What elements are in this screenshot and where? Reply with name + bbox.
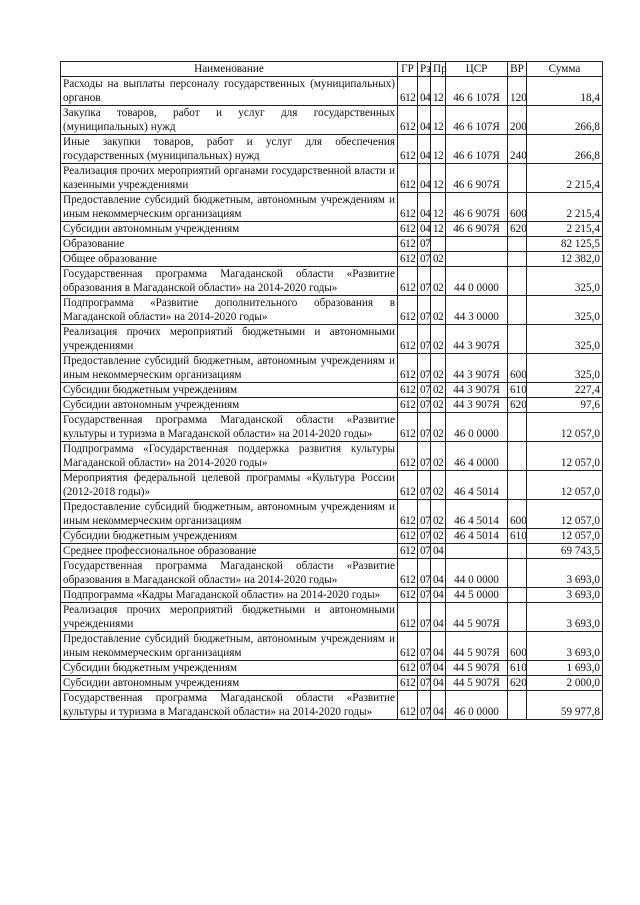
cell-vr: 610 bbox=[508, 383, 527, 398]
cell-gr: 612 bbox=[398, 691, 418, 720]
table-row bbox=[61, 106, 603, 135]
cell-gr: 612 bbox=[398, 135, 418, 164]
cell-rz: 04 bbox=[418, 77, 431, 106]
cell-csr: 46 6 907Я bbox=[446, 164, 508, 193]
cell-pr: 12 bbox=[431, 164, 446, 193]
table-row bbox=[61, 500, 603, 529]
cell-csr: 46 0 0000 bbox=[446, 413, 508, 442]
cell-gr: 612 bbox=[398, 237, 418, 252]
table-row bbox=[61, 544, 603, 559]
cell-vr: 610 bbox=[508, 661, 527, 676]
cell-sum: 1 693,0 bbox=[527, 661, 603, 676]
cell-pr: 12 bbox=[431, 106, 446, 135]
cell-csr: 46 0 0000 bbox=[446, 691, 508, 720]
cell-vr: 620 bbox=[508, 676, 527, 691]
cell-pr: 04 bbox=[431, 603, 446, 632]
cell-rz: 07 bbox=[418, 252, 431, 267]
cell-gr: 612 bbox=[398, 559, 418, 588]
cell-csr: 46 6 907Я bbox=[446, 222, 508, 237]
cell-vr bbox=[508, 603, 527, 632]
cell-gr: 612 bbox=[398, 354, 418, 383]
cell-gr: 612 bbox=[398, 193, 418, 222]
cell-name: Субсидии автономным учреждениям bbox=[61, 222, 398, 237]
table-row bbox=[61, 164, 603, 193]
cell-name: Предоставление субсидий бюджетным, автономным учреждениям и иным некоммерческим организациям bbox=[61, 354, 398, 383]
header-sum: Сумма bbox=[527, 62, 603, 77]
header-name: Наименование bbox=[61, 62, 398, 77]
cell-vr bbox=[508, 588, 527, 603]
cell-sum: 97,6 bbox=[527, 398, 603, 413]
cell-name: Государственная программа Магаданской области «Развитие культуры и туризма в Магаданской области» на 2014-2020 годы» bbox=[61, 413, 398, 442]
cell-sum: 18,4 bbox=[527, 77, 603, 106]
cell-name: Субсидии бюджетным учреждениям bbox=[61, 529, 398, 544]
cell-vr bbox=[508, 164, 527, 193]
cell-gr: 612 bbox=[398, 383, 418, 398]
cell-csr: 44 3 907Я bbox=[446, 325, 508, 354]
cell-rz: 07 bbox=[418, 413, 431, 442]
cell-sum: 12 057,0 bbox=[527, 471, 603, 500]
cell-name: Субсидии бюджетным учреждениям bbox=[61, 383, 398, 398]
cell-pr: 02 bbox=[431, 325, 446, 354]
cell-rz: 07 bbox=[418, 559, 431, 588]
header-csr: ЦСР bbox=[446, 62, 508, 77]
table-row bbox=[61, 661, 603, 676]
cell-csr bbox=[446, 252, 508, 267]
cell-rz: 07 bbox=[418, 529, 431, 544]
cell-vr bbox=[508, 252, 527, 267]
table-row bbox=[61, 383, 603, 398]
cell-gr: 612 bbox=[398, 500, 418, 529]
cell-name: Государственная программа Магаданской области «Развитие культуры и туризма в Магаданской области» на 2014-2020 годы» bbox=[61, 691, 398, 720]
cell-sum: 2 000,0 bbox=[527, 676, 603, 691]
cell-vr: 600 bbox=[508, 632, 527, 661]
cell-pr: 04 bbox=[431, 676, 446, 691]
table-row bbox=[61, 267, 603, 296]
cell-sum: 3 693,0 bbox=[527, 588, 603, 603]
table-row bbox=[61, 442, 603, 471]
cell-rz: 04 bbox=[418, 193, 431, 222]
cell-csr: 46 4 5014 bbox=[446, 500, 508, 529]
table-body bbox=[61, 77, 603, 720]
cell-vr bbox=[508, 691, 527, 720]
budget-table bbox=[60, 61, 603, 720]
cell-pr: 04 bbox=[431, 588, 446, 603]
cell-gr: 612 bbox=[398, 222, 418, 237]
cell-csr bbox=[446, 544, 508, 559]
cell-sum: 325,0 bbox=[527, 296, 603, 325]
cell-vr bbox=[508, 237, 527, 252]
cell-pr: 02 bbox=[431, 267, 446, 296]
cell-pr: 12 bbox=[431, 77, 446, 106]
table-row bbox=[61, 193, 603, 222]
cell-rz: 07 bbox=[418, 383, 431, 398]
cell-name: Подпрограмма «Государственная поддержка развития культуры Магаданской области» на 2014-2020 годы» bbox=[61, 442, 398, 471]
cell-name: Государственная программа Магаданской области «Развитие образования в Магаданской области» на 2014-2020 годы» bbox=[61, 267, 398, 296]
table-row bbox=[61, 398, 603, 413]
cell-rz: 07 bbox=[418, 325, 431, 354]
cell-csr: 46 4 5014 bbox=[446, 471, 508, 500]
cell-sum: 227,4 bbox=[527, 383, 603, 398]
table-row bbox=[61, 252, 603, 267]
cell-name: Образование bbox=[61, 237, 398, 252]
cell-pr: 02 bbox=[431, 296, 446, 325]
cell-vr bbox=[508, 296, 527, 325]
cell-pr: 12 bbox=[431, 135, 446, 164]
cell-pr: 02 bbox=[431, 354, 446, 383]
cell-rz: 07 bbox=[418, 398, 431, 413]
cell-gr: 612 bbox=[398, 252, 418, 267]
cell-sum: 2 215,4 bbox=[527, 222, 603, 237]
cell-sum: 325,0 bbox=[527, 267, 603, 296]
cell-vr: 610 bbox=[508, 529, 527, 544]
cell-rz: 04 bbox=[418, 164, 431, 193]
cell-csr: 44 5 907Я bbox=[446, 603, 508, 632]
cell-pr: 02 bbox=[431, 471, 446, 500]
cell-vr bbox=[508, 325, 527, 354]
cell-rz: 07 bbox=[418, 676, 431, 691]
cell-pr: 02 bbox=[431, 529, 446, 544]
table-row bbox=[61, 632, 603, 661]
cell-csr: 44 0 0000 bbox=[446, 267, 508, 296]
cell-vr bbox=[508, 471, 527, 500]
cell-name: Общее образование bbox=[61, 252, 398, 267]
cell-csr: 44 5 907Я bbox=[446, 661, 508, 676]
table-row bbox=[61, 603, 603, 632]
cell-csr: 46 4 0000 bbox=[446, 442, 508, 471]
table-row bbox=[61, 296, 603, 325]
cell-vr bbox=[508, 413, 527, 442]
cell-name: Иные закупки товаров, работ и услуг для обеспечения государственных (муниципальных) нужд bbox=[61, 135, 398, 164]
cell-csr: 44 5 0000 bbox=[446, 588, 508, 603]
cell-name: Среднее профессиональное образование bbox=[61, 544, 398, 559]
cell-vr: 620 bbox=[508, 222, 527, 237]
cell-vr bbox=[508, 267, 527, 296]
cell-rz: 04 bbox=[418, 222, 431, 237]
cell-vr: 600 bbox=[508, 354, 527, 383]
cell-vr: 120 bbox=[508, 77, 527, 106]
cell-name: Мероприятия федеральной целевой программы «Культура России (2012-2018 годы)» bbox=[61, 471, 398, 500]
cell-csr bbox=[446, 237, 508, 252]
header-pr: Пр bbox=[431, 62, 446, 77]
cell-pr: 04 bbox=[431, 661, 446, 676]
cell-gr: 612 bbox=[398, 325, 418, 354]
cell-gr: 612 bbox=[398, 588, 418, 603]
cell-vr bbox=[508, 544, 527, 559]
cell-name: Реализация прочих мероприятий органами государственной власти и казенными учреждениями bbox=[61, 164, 398, 193]
cell-vr: 600 bbox=[508, 193, 527, 222]
cell-csr: 44 3 0000 bbox=[446, 296, 508, 325]
cell-pr: 02 bbox=[431, 383, 446, 398]
cell-rz: 07 bbox=[418, 544, 431, 559]
cell-pr: 04 bbox=[431, 632, 446, 661]
cell-gr: 612 bbox=[398, 603, 418, 632]
cell-csr: 44 3 907Я bbox=[446, 383, 508, 398]
cell-name: Подпрограмма «Развитие дополнительного образования в Магаданской области» на 2014-2020 годы» bbox=[61, 296, 398, 325]
table-row bbox=[61, 77, 603, 106]
cell-sum: 266,8 bbox=[527, 106, 603, 135]
cell-vr bbox=[508, 442, 527, 471]
table-row bbox=[61, 588, 603, 603]
cell-rz: 04 bbox=[418, 135, 431, 164]
cell-rz: 07 bbox=[418, 691, 431, 720]
cell-gr: 612 bbox=[398, 471, 418, 500]
table-row bbox=[61, 471, 603, 500]
cell-gr: 612 bbox=[398, 676, 418, 691]
table-row bbox=[61, 237, 603, 252]
header-vr: ВР bbox=[508, 62, 527, 77]
cell-sum: 69 743,5 bbox=[527, 544, 603, 559]
cell-rz: 04 bbox=[418, 106, 431, 135]
cell-gr: 612 bbox=[398, 398, 418, 413]
cell-name: Субсидии автономным учреждениям bbox=[61, 676, 398, 691]
cell-pr: 02 bbox=[431, 252, 446, 267]
cell-pr: 04 bbox=[431, 544, 446, 559]
cell-pr: 02 bbox=[431, 398, 446, 413]
cell-name: Предоставление субсидий бюджетным, автономным учреждениям и иным некоммерческим организациям bbox=[61, 193, 398, 222]
cell-vr: 200 bbox=[508, 106, 527, 135]
cell-pr: 12 bbox=[431, 193, 446, 222]
cell-sum: 3 693,0 bbox=[527, 559, 603, 588]
cell-pr bbox=[431, 237, 446, 252]
cell-gr: 612 bbox=[398, 661, 418, 676]
table-row bbox=[61, 559, 603, 588]
table-row bbox=[61, 691, 603, 720]
cell-sum: 59 977,8 bbox=[527, 691, 603, 720]
cell-name: Предоставление субсидий бюджетным, автономным учреждениям и иным некоммерческим организациям bbox=[61, 500, 398, 529]
cell-csr: 44 5 907Я bbox=[446, 676, 508, 691]
cell-csr: 46 6 107Я bbox=[446, 135, 508, 164]
cell-rz: 07 bbox=[418, 661, 431, 676]
cell-sum: 325,0 bbox=[527, 325, 603, 354]
cell-gr: 612 bbox=[398, 413, 418, 442]
table-header-row bbox=[61, 62, 603, 77]
cell-sum: 12 057,0 bbox=[527, 442, 603, 471]
cell-rz: 07 bbox=[418, 354, 431, 383]
cell-pr: 02 bbox=[431, 413, 446, 442]
cell-csr: 46 6 907Я bbox=[446, 193, 508, 222]
cell-csr: 44 3 907Я bbox=[446, 354, 508, 383]
cell-gr: 612 bbox=[398, 164, 418, 193]
cell-gr: 612 bbox=[398, 77, 418, 106]
cell-csr: 44 5 907Я bbox=[446, 632, 508, 661]
cell-sum: 12 057,0 bbox=[527, 413, 603, 442]
table-row bbox=[61, 676, 603, 691]
cell-pr: 04 bbox=[431, 691, 446, 720]
cell-rz: 07 bbox=[418, 632, 431, 661]
cell-gr: 612 bbox=[398, 106, 418, 135]
cell-csr: 46 4 5014 bbox=[446, 529, 508, 544]
table-row bbox=[61, 135, 603, 164]
table-row bbox=[61, 222, 603, 237]
table-row bbox=[61, 354, 603, 383]
cell-name: Субсидии бюджетным учреждениям bbox=[61, 661, 398, 676]
cell-rz: 07 bbox=[418, 588, 431, 603]
header-gr: ГР bbox=[398, 62, 418, 77]
cell-csr: 44 0 0000 bbox=[446, 559, 508, 588]
cell-sum: 3 693,0 bbox=[527, 632, 603, 661]
cell-rz: 07 bbox=[418, 296, 431, 325]
cell-name: Закупка товаров, работ и услуг для государственных (муниципальных) нужд bbox=[61, 106, 398, 135]
cell-vr: 600 bbox=[508, 500, 527, 529]
cell-vr: 240 bbox=[508, 135, 527, 164]
cell-rz: 07 bbox=[418, 603, 431, 632]
cell-sum: 12 057,0 bbox=[527, 529, 603, 544]
cell-gr: 612 bbox=[398, 267, 418, 296]
cell-gr: 612 bbox=[398, 544, 418, 559]
cell-csr: 46 6 107Я bbox=[446, 77, 508, 106]
cell-sum: 266,8 bbox=[527, 135, 603, 164]
cell-vr: 620 bbox=[508, 398, 527, 413]
cell-gr: 612 bbox=[398, 529, 418, 544]
cell-sum: 2 215,4 bbox=[527, 164, 603, 193]
cell-pr: 12 bbox=[431, 222, 446, 237]
cell-rz: 07 bbox=[418, 237, 431, 252]
table-row bbox=[61, 413, 603, 442]
table-row bbox=[61, 325, 603, 354]
cell-vr bbox=[508, 559, 527, 588]
cell-name: Реализация прочих мероприятий бюджетными и автономными учреждениями bbox=[61, 603, 398, 632]
cell-rz: 07 bbox=[418, 500, 431, 529]
cell-sum: 12 057,0 bbox=[527, 500, 603, 529]
cell-gr: 612 bbox=[398, 296, 418, 325]
cell-name: Предоставление субсидий бюджетным, автономным учреждениям и иным некоммерческим организациям bbox=[61, 632, 398, 661]
cell-rz: 07 bbox=[418, 267, 431, 296]
header-rz: Рз bbox=[418, 62, 431, 77]
table-row bbox=[61, 529, 603, 544]
cell-gr: 612 bbox=[398, 442, 418, 471]
cell-name: Подпрограмма «Кадры Магаданской области» на 2014-2020 годы» bbox=[61, 588, 398, 603]
cell-rz: 07 bbox=[418, 442, 431, 471]
cell-pr: 04 bbox=[431, 559, 446, 588]
cell-pr: 02 bbox=[431, 500, 446, 529]
cell-csr: 46 6 107Я bbox=[446, 106, 508, 135]
cell-name: Реализация прочих мероприятий бюджетными и автономными учреждениями bbox=[61, 325, 398, 354]
cell-sum: 325,0 bbox=[527, 354, 603, 383]
cell-gr: 612 bbox=[398, 632, 418, 661]
cell-name: Субсидии автономным учреждениям bbox=[61, 398, 398, 413]
cell-sum: 2 215,4 bbox=[527, 193, 603, 222]
cell-sum: 3 693,0 bbox=[527, 603, 603, 632]
cell-sum: 12 382,0 bbox=[527, 252, 603, 267]
cell-sum: 82 125,5 bbox=[527, 237, 603, 252]
cell-pr: 02 bbox=[431, 442, 446, 471]
cell-rz: 07 bbox=[418, 471, 431, 500]
cell-csr: 44 3 907Я bbox=[446, 398, 508, 413]
cell-name: Расходы на выплаты персоналу государственных (муниципальных) органов bbox=[61, 77, 398, 106]
cell-name: Государственная программа Магаданской области «Развитие образования в Магаданской области» на 2014-2020 годы» bbox=[61, 559, 398, 588]
